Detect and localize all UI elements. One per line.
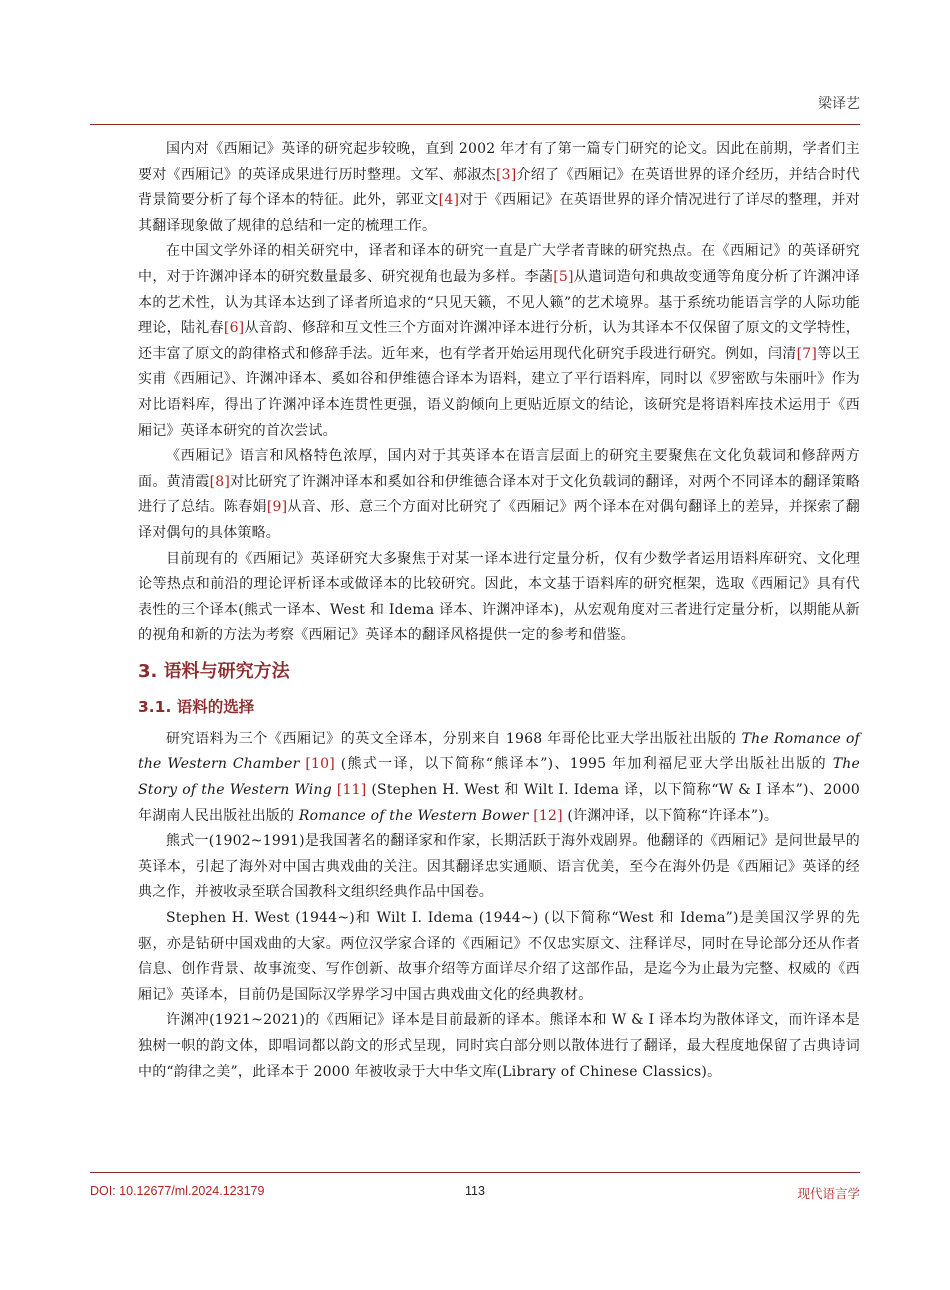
text-run: 目前现有的《西厢记》英译研究大多聚焦于对某一译本进行定量分析，仅有少数学者运用语料库研究、文化理论等热点和前沿的理论评析译本或做译本的比较研究。因此，本文基于语料库的研究框架，选取《西厢记》具有代表性的三个译本(熊式一译本、West 和 Idema 译本、许渊冲译本)，从宏观角度对三者进行定量分析，以期能从新的视角和新的方法为考察《西厢记》英译本的翻译风格提供一定的参考和借鉴。 [138,550,860,644]
citation-link[interactable]: [4] [438,192,460,209]
book-title: Romance of the Western Bower [298,807,529,824]
text-run: (熊式一译，以下简称“熊译本”)、1995 年加利福尼亚大学出版社出版的 [334,756,833,773]
citation-link[interactable]: [6] [223,320,245,337]
paragraph [138,727,860,829]
text-run: 从音、形、意三个方面对比研究了《西厢记》两个译本在对偶句翻译上的差异，并探索了翻译对偶句的具体策略。 [138,499,860,541]
paragraph [138,444,860,546]
journal-name: 现代语言学 [797,1187,860,1201]
citation-link[interactable]: [11] [336,782,367,799]
text-run: 在中国文学外译的相关研究中，译者和译本的研究一直是广大学者青睐的研究热点。在《西厢记》的英译研究中，对于许渊冲译本的研究数量最多、研究视角也最为多样。李菡 [138,243,860,285]
text-run: 研究语料为三个《西厢记》的英文全译本，分别来自 1968 年哥伦比亚大学出版社出版的 [166,730,742,747]
citation-link[interactable]: [10] [305,756,335,773]
citation-link[interactable]: [12] [533,807,563,824]
doi-link[interactable]: DOI: 10.12677/ml.2024.123179 [90,1184,265,1198]
text-run: 对于《西厢记》在英语世界的译介情况进行了详尽的整理，并对其翻译现象做了规律的总结和一定的梳理工作。 [138,192,860,234]
paragraph [138,906,860,1008]
corpus-paragraphs [138,727,860,1085]
citation-link[interactable]: [9] [266,499,288,516]
page-number: 113 [465,1184,485,1198]
citation-link[interactable]: [3] [495,166,517,183]
article-body [138,137,860,1085]
text-run: 等以王实甫《西厢记》、许渊冲译本、奚如谷和伊维德合译本为语料，建立了平行语料库，同时以《罗密欧与朱丽叶》作为对比语料库，得出了许渊冲译本连贯性更强，语义韵倾向上更贴近原文的结论，该研究是将语料库技术运用于《西厢记》英译本研究的首次尝试。 [138,345,860,439]
page-footer [90,1184,860,1204]
section-heading: 3. 语料与研究方法 [138,660,290,682]
footer-divider [90,1172,860,1173]
paragraph [138,239,860,444]
text-run: 介绍了《西厢记》在英语世界的译介经历，并结合时代背景简要分析了每个译本的特征。此外，郭亚文 [138,166,860,209]
header-divider [90,124,860,125]
intro-paragraphs [138,137,860,649]
text-run: Stephen H. West (1944~)和 Wilt I. Idema (1944~) (以下简称“West 和 Idema”)是美国汉学界的先驱，亦是钻研中国戏曲的大家。两位汉学家合译的《西厢记》不仅忠实原文、注释详尽，同时在导论部分还从作者信息、创作背景、故事流变、写作创新、故事介绍等方面详尽介绍了这部作品，是迄今为止最为完整、权威的《西厢记》英译本，目前仍是国际汉学界学习中国古典戏曲文化的经典教材。 [138,910,860,1003]
book-title: The Story of the Western Wing [138,756,860,799]
paragraph [138,829,860,906]
paragraph [138,137,860,239]
paragraph [138,547,860,649]
text-run: 许渊冲(1921~2021)的《西厢记》译本是目前最新的译本。熊译本和 W & I 译本均为散体译文，而许译本是独树一帜的韵文体，即唱词都以韵文的形式呈现，同时宾白部分则以散体进行了翻译，最大程度地保留了古典诗词中的“韵律之美”，此译本于 2000 年被收录于大中华文库(Library of Chinese Classics)。 [138,1012,860,1080]
text-run: 《西厢记》语言和风格特色浓厚，国内对于其英译本在语言层面上的研究主要聚焦在文化负载词和修辞两方面。黄清霞 [138,448,860,490]
text-run: 从遣词造句和典故变通等角度分析了许渊冲译本的艺术性，认为其译本达到了译者所追求的“只见天籁，不见人籁”的艺术境界。基于系统功能语言学的人际功能理论，陆礼春 [138,268,860,337]
running-header-author: 梁译艺 [818,96,860,112]
citation-link[interactable]: [5] [553,268,574,285]
text-run: 熊式一(1902~1991)是我国著名的翻译家和作家，长期活跃于海外戏剧界。他翻译的《西厢记》是问世最早的英译本，引起了海外对中国古典戏曲的关注。因其翻译忠实通顺、语言优美，至今在海外仍是《西厢记》英译的经典之作，并被收录至联合国教科文组织经典作品中国卷。 [138,833,860,901]
text-run: (许渊冲译，以下简称“许译本”)。 [562,807,779,824]
text-run: 国内对《西厢记》英译的研究起步较晚，直到 2002 年才有了第一篇专门研究的论文。因此在前期，学者们主要对《西厢记》的英译成果进行历时整理。文军、郝淑杰 [138,141,860,183]
text-run: 对比研究了许渊冲译本和奚如谷和伊维德合译本对于文化负载词的翻译，对两个不同译本的翻译策略进行了总结。陈春娟 [138,473,860,516]
paragraph [138,1008,860,1085]
text-run: 从音韵、修辞和互文性三个方面对许渊冲译本进行分析，认为其译本不仅保留了原文的文学特性，还丰富了原文的韵律格式和修辞手法。近年来，也有学者开始运用现代化研究手段进行研究。例如，闫清 [138,320,860,362]
text-run: (Stephen H. West 和 Wilt I. Idema 译，以下简称“W & I 译本”)、2000 年湖南人民出版社出版的 [138,782,860,824]
citation-link[interactable]: [8] [209,473,231,490]
citation-link[interactable]: [7] [796,345,818,362]
book-title: The Romance of the Western Chamber [138,730,860,773]
subsection-heading: 3.1. 语料的选择 [138,697,255,716]
